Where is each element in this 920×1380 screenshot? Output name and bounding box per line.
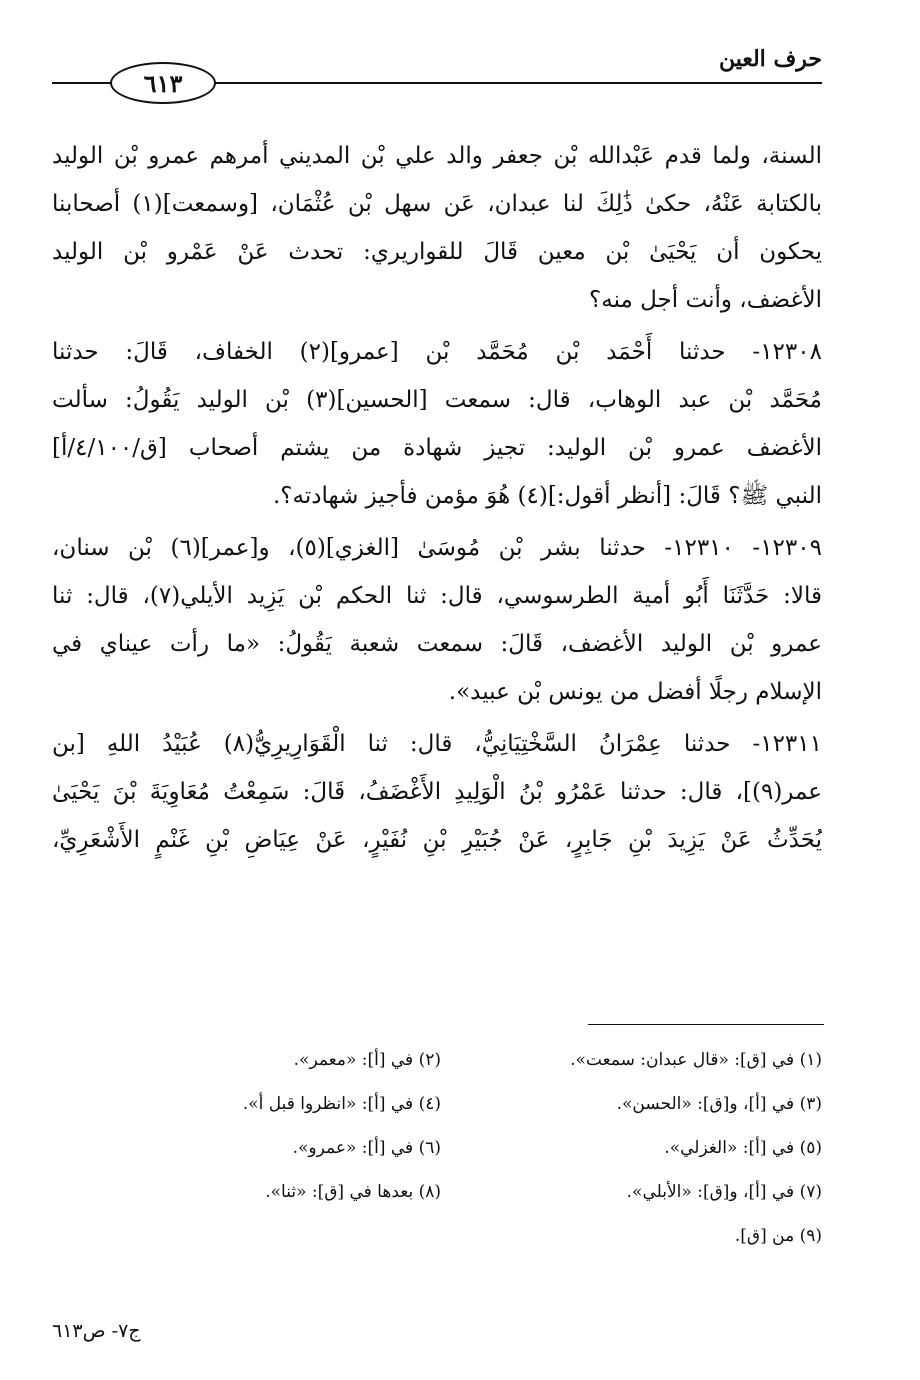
text-line: ١٢٣٠٩- ١٢٣١٠- حدثنا بشر بْن مُوسَىٰ [الغزي](٥)، و[عمر](٦) بْن سنان، <box>52 535 822 561</box>
text-line: عمرو بْن الوليد الأغضف، قَالَ: سمعت شعبة يَقُولُ: «ما رأت عيناي في <box>52 631 822 657</box>
text-line: الأغضف عمرو بْن الوليد: تجيز شهادة من يشتم أصحاب [ق/٤/١٠٠/أ] <box>52 435 822 461</box>
chapter-title: حرف العين <box>718 46 822 72</box>
text-line: يُحَدِّثُ عَنْ يَزِيدَ بْنِ جَابِرٍ، عَنْ جُبَيْرِ بْنِ نُفَيْرٍ، عَنْ عِيَاضِ بْنِ غَنْمٍ الأَشْعَرِيِّ، <box>52 827 822 853</box>
footnote: (١) في [ق]: «قال عبدان: سمعت». <box>570 1050 822 1070</box>
footnote-row <box>60 1082 822 1126</box>
footnote-row <box>60 1126 822 1170</box>
volume-page-marker: ج٧- ص٦١٣ <box>52 1320 141 1342</box>
paragraph <box>52 132 822 324</box>
text-line: عمر(٩)]، قال: حدثنا عَمْرُو بْنُ الْوَلِيدِ الأَغْضَفُ، قَالَ: سَمِعْتُ مُعَاوِيَةَ بْنَ يَحْيَىٰ <box>52 779 822 805</box>
footnote: (٤) في [أ]: «انظروا قبل أ». <box>242 1094 441 1114</box>
footnote: (٥) في [أ]: «الغزلي». <box>664 1138 822 1158</box>
text-line: الأغضف، وأنت أجل منه؟ <box>589 287 822 313</box>
text-line: بالكتابة عَنْهُ، حكىٰ ذَٰلِكَ لنا عبدان، عَن سهل بْن عُثْمَان، [وسمعت](١) أصحابنا <box>52 191 822 217</box>
page-number: ٦١٣ <box>143 68 183 98</box>
footnote: (٩) من [ق]. <box>734 1226 822 1246</box>
text-line: ١٢٣٠٨- حدثنا أَحْمَد بْن مُحَمَّد بْن [عمرو](٢) الخفاف، قَالَ: حدثنا <box>52 339 822 365</box>
text-line: الإسلام رجلًا أفضل من يونس بْن عبيد». <box>448 679 822 705</box>
page-number-badge <box>110 62 216 104</box>
paragraph <box>52 720 822 864</box>
footnote: (٦) في [أ]: «عمرو». <box>292 1138 441 1158</box>
footnote: (٢) في [أ]: «معمر». <box>293 1050 441 1070</box>
footnote: (٣) في [أ]، و[ق]: «الحسن». <box>616 1094 822 1114</box>
text-line: السنة، ولما قدم عَبْدالله بْن جعفر والد علي بْن المديني أمرهم عمرو بْن الوليد <box>52 143 822 169</box>
text-line: مُحَمَّد بْن عبد الوهاب، قال: سمعت [الحسين](٣) بْن الوليد يَقُولُ: سألت <box>52 387 822 413</box>
paragraph <box>52 524 822 716</box>
footnote-rule <box>588 1024 824 1025</box>
page-header <box>52 36 822 106</box>
paragraph <box>52 328 822 520</box>
main-text <box>52 132 822 864</box>
text-line: النبي ﷺ؟ قَالَ: [أنظر أقول:](٤) هُوَ مؤمن فأجيز شهادته؟. <box>273 483 822 509</box>
text-line: قالا: حَدَّثَنَا أَبُو أمية الطرسوسي، قال: ثنا الحكم بْن يَزِيد الأيلي(٧)، قال: ثنا <box>52 583 822 609</box>
text-line: يحكون أن يَحْيَىٰ بْن معين قَالَ للقواريري: تحدث عَنْ عَمْرو بْن الوليد <box>52 239 822 265</box>
footnote: (٨) بعدها في [ق]: «ثنا». <box>265 1182 441 1202</box>
footnote-row <box>60 1038 822 1082</box>
footnote: (٧) في [أ]، و[ق]: «الأبلي». <box>626 1182 822 1202</box>
footnote-row <box>60 1170 822 1214</box>
text-line: ١٢٣١١- حدثنا عِمْرَانُ السَّخْتِيَانِيُّ، قال: ثنا الْقَوَارِيرِيُّ(٨) عُبَيْدُ اللهِ [بن <box>52 731 822 757</box>
footnotes <box>60 1038 822 1258</box>
footnote-row <box>60 1214 822 1258</box>
